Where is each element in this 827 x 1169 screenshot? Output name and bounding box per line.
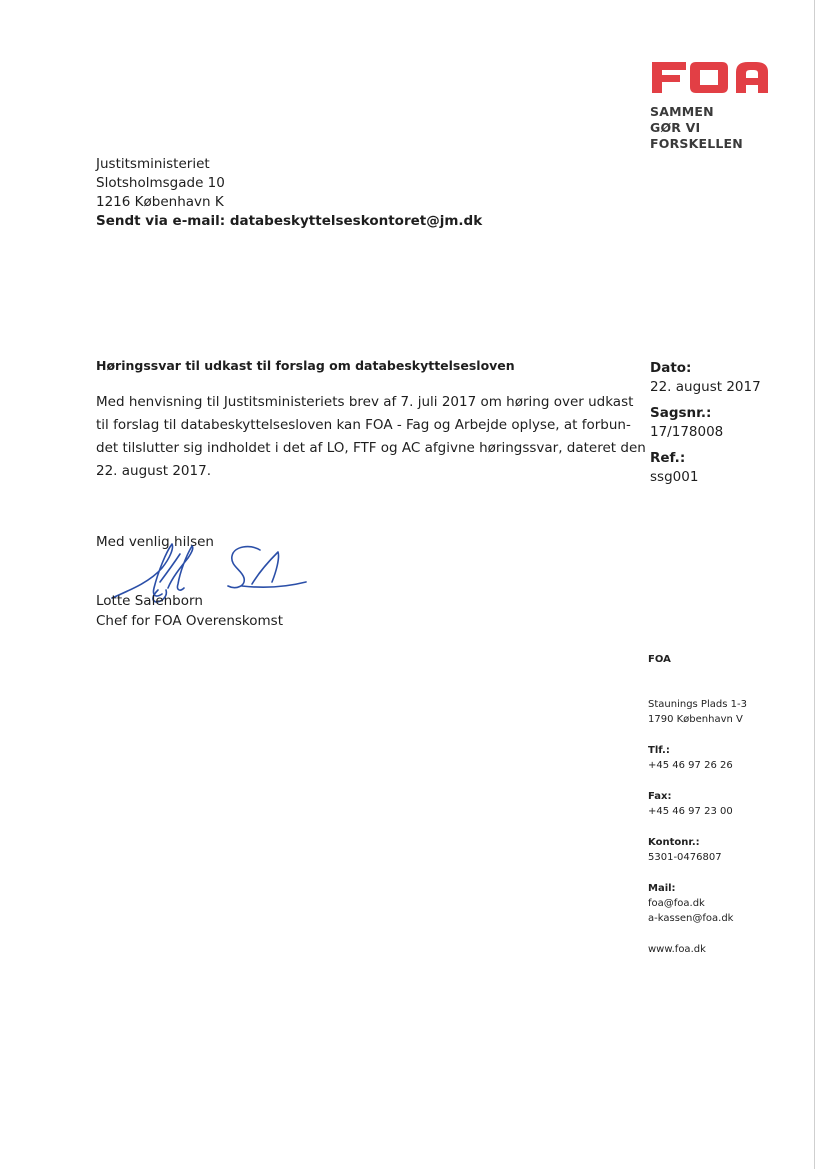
signer-block — [96, 591, 283, 631]
mail-address[interactable]: a-kassen@foa.dk — [648, 913, 734, 924]
footer-mail — [648, 881, 747, 926]
account-label: Kontonr.: — [648, 837, 700, 848]
case-number-value: 17/178008 — [650, 424, 724, 440]
brand-tagline — [650, 104, 772, 152]
footer-fax — [648, 789, 747, 819]
body-line: til forslag til databeskyttelsesloven kan FOA - Fag og Arbejde oplyse, at forbun- — [96, 417, 631, 433]
footer-account — [648, 835, 747, 865]
mail-label: Mail: — [648, 883, 676, 894]
page-edge-line — [814, 0, 815, 1169]
body-line: 22. august 2017. — [96, 463, 211, 479]
letter-closing: Med venlig hilsen — [96, 534, 214, 550]
date-label: Dato: — [650, 360, 692, 376]
tagline-line: GØR VI FORSKELLEN — [650, 120, 743, 151]
body-line: det tilslutter sig indholdet i det af LO, FTF og AC afgivne høringssvar, dateret den — [96, 440, 646, 456]
date-value: 22. august 2017 — [650, 379, 761, 395]
foa-logo-mark — [650, 58, 772, 96]
letter-body — [96, 391, 646, 483]
case-number-label: Sagsnr.: — [650, 405, 712, 421]
fax-value: +45 46 97 23 00 — [648, 806, 733, 817]
address-line: 1790 København V — [648, 714, 743, 725]
phone-label: Tlf.: — [648, 745, 670, 756]
tagline-line: SAMMEN — [650, 104, 714, 119]
footer-phone — [648, 743, 747, 773]
reference-label: Ref.: — [650, 450, 686, 466]
recipient-line: Slotsholmsgade 10 — [96, 175, 225, 191]
reference-value: ssg001 — [650, 469, 699, 485]
account-value: 5301-0476807 — [648, 852, 722, 863]
case-number-group — [650, 404, 761, 442]
recipient-email-line: Sendt via e-mail: databeskyttelseskontoret@jm.dk — [96, 213, 483, 229]
reference-group — [650, 449, 761, 487]
phone-value: +45 46 97 26 26 — [648, 760, 733, 771]
recipient-line: 1216 København K — [96, 194, 224, 210]
letter-subject: Høringssvar til udkast til forslag om databeskyttelsesloven — [96, 358, 515, 373]
address-line: Staunings Plads 1-3 — [648, 699, 747, 710]
mail-address[interactable]: foa@foa.dk — [648, 898, 705, 909]
footer-address — [648, 697, 747, 727]
signer-title: Chef for FOA Overenskomst — [96, 613, 284, 629]
fax-label: Fax: — [648, 791, 672, 802]
letter-meta — [650, 359, 761, 494]
signer-name: Lotte Salenborn — [96, 593, 203, 609]
body-line: Med henvisning til Justitsministeriets brev af 7. juli 2017 om høring over udkast — [96, 394, 634, 410]
footer-website[interactable]: www.foa.dk — [648, 944, 706, 955]
foa-logo — [650, 58, 772, 152]
recipient-line: Justitsministeriet — [96, 156, 210, 172]
date-group — [650, 359, 761, 397]
contact-footer — [648, 652, 747, 973]
footer-org-name: FOA — [648, 654, 671, 665]
recipient-address — [96, 155, 482, 231]
